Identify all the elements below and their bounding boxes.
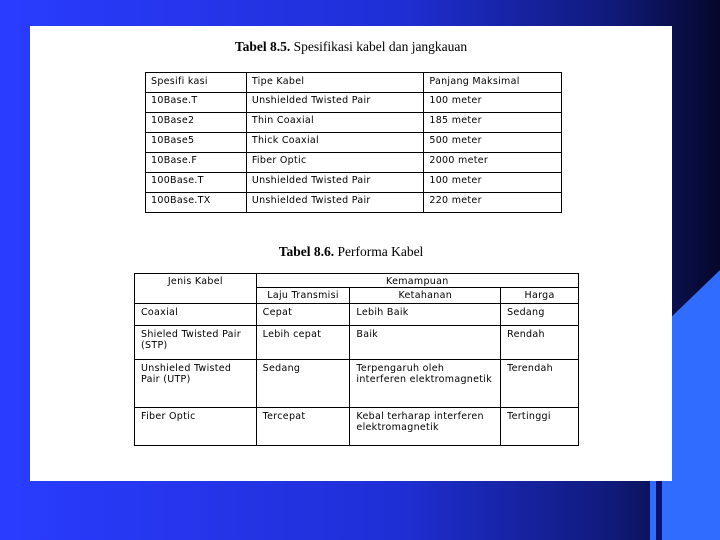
cell-tipe-kabel: Thick Coaxial (246, 133, 423, 153)
table-header-row (146, 73, 562, 93)
header-kemampuan: Kemampuan (256, 274, 578, 288)
cell-ketahanan: Baik (350, 326, 501, 360)
cell-laju: Lebih cepat (256, 326, 350, 360)
cell-spesifikasi: 100Base.TX (146, 193, 247, 213)
document-page (30, 26, 672, 481)
table-row (146, 113, 562, 133)
table-row (135, 360, 579, 408)
cell-laju: Tercepat (256, 408, 350, 446)
table-row (135, 326, 579, 360)
header-harga: Harga (501, 288, 579, 304)
cable-performance-table (134, 273, 579, 446)
cell-harga: Sedang (501, 304, 579, 326)
slide-accent-band (0, 0, 22, 540)
table-row (146, 193, 562, 213)
cell-harga: Rendah (501, 326, 579, 360)
cell-laju: Cepat (256, 304, 350, 326)
table-row (146, 133, 562, 153)
cell-spesifikasi: 10Base.T (146, 93, 247, 113)
table2-caption (30, 244, 672, 260)
table-row (135, 304, 579, 326)
cell-laju: Sedang (256, 360, 350, 408)
cell-ketahanan: Kebal terharap interferen elektromagnetik (350, 408, 501, 446)
cell-spesifikasi: 10Base.F (146, 153, 247, 173)
cell-jenis-kabel: Coaxial (135, 304, 257, 326)
table-row (135, 408, 579, 446)
cell-panjang: 100 meter (424, 173, 562, 193)
cell-jenis-kabel: Shieled Twisted Pair (STP) (135, 326, 257, 360)
table-row (146, 173, 562, 193)
cell-spesifikasi: 10Base2 (146, 113, 247, 133)
cell-tipe-kabel: Unshielded Twisted Pair (246, 193, 423, 213)
table2-caption-text: Performa Kabel (334, 244, 424, 259)
table-header-row (135, 274, 579, 288)
header-ketahanan: Ketahanan (350, 288, 501, 304)
cell-ketahanan: Terpengaruh oleh interferen elektromagnetik (350, 360, 501, 408)
cell-panjang: 500 meter (424, 133, 562, 153)
cell-panjang: 2000 meter (424, 153, 562, 173)
cell-tipe-kabel: Unshielded Twisted Pair (246, 173, 423, 193)
table1-caption (30, 39, 672, 55)
cell-harga: Tertinggi (501, 408, 579, 446)
table-row (146, 153, 562, 173)
cell-tipe-kabel: Thin Coaxial (246, 113, 423, 133)
cell-harga: Terendah (501, 360, 579, 408)
table1-caption-text: Spesifikasi kabel dan jangkauan (290, 39, 468, 54)
cell-panjang: 185 meter (424, 113, 562, 133)
header-laju-transmisi: Laju Transmisi (256, 288, 350, 304)
table2-caption-number: Tabel 8.6. (278, 244, 335, 259)
cell-panjang: 220 meter (424, 193, 562, 213)
cell-tipe-kabel: Fiber Optic (246, 153, 423, 173)
table1-caption-number: Tabel 8.5. (234, 39, 291, 54)
cable-spec-table (145, 72, 562, 213)
cell-ketahanan: Lebih Baik (350, 304, 501, 326)
cell-spesifikasi: 10Base5 (146, 133, 247, 153)
header-spesifikasi: Spesifi kasi (146, 73, 247, 93)
header-panjang-maksimal: Panjang Maksimal (424, 73, 562, 93)
cell-panjang: 100 meter (424, 93, 562, 113)
cell-jenis-kabel: Fiber Optic (135, 408, 257, 446)
header-tipe-kabel: Tipe Kabel (246, 73, 423, 93)
cell-spesifikasi: 100Base.T (146, 173, 247, 193)
table-row (146, 93, 562, 113)
cell-tipe-kabel: Unshielded Twisted Pair (246, 93, 423, 113)
header-jenis-kabel: Jenis Kabel (135, 274, 257, 304)
cell-jenis-kabel: Unshieled Twisted Pair (UTP) (135, 360, 257, 408)
